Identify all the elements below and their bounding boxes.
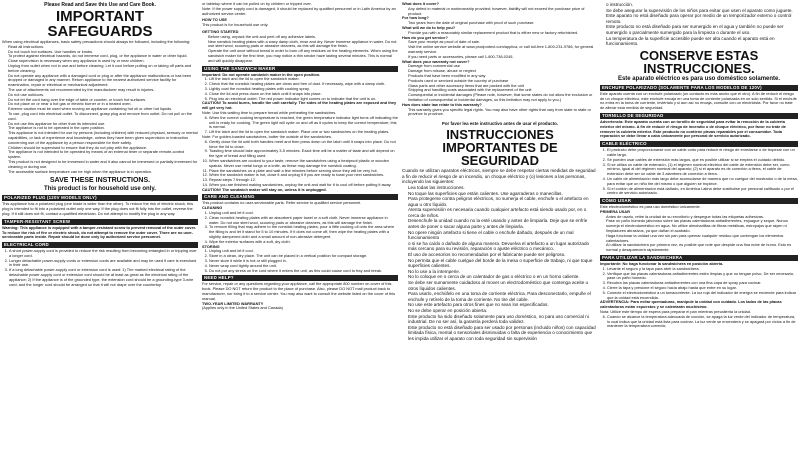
list-item: • Visit the online service website at www.prodprotect.com/applica, or call toll-free 1-800-231-9786, for general warranty service. bbox=[408, 45, 598, 55]
advertencia-note: ADVERTENCIA: Para evitar quemaduras, manipule la unidad con cuidado. Los lados de las placas calentadoras están expuestos y se calentarán muchísimo. bbox=[600, 299, 782, 310]
warranty-a5 bbox=[402, 64, 598, 102]
list-item: • No opere ningún artefacto si tiene el cable o enchufe dañado, después de un mal funcionamiento bbox=[408, 230, 598, 241]
list-item: • To protect against electrical hazards, do not immerse cord, plug, or the appliance in water or other liquid. bbox=[8, 54, 198, 59]
list-item: 3. Recubra las placas calentadoras antiadherentes con una fina capa de spray para cocinar. bbox=[607, 281, 798, 286]
list-item: • Glass parts and other accessory items that are packed with the unit bbox=[408, 84, 598, 89]
using-steps-2 bbox=[202, 116, 398, 135]
list-item: 13. Repeat steps 7 through 12. bbox=[209, 178, 398, 183]
list-item: • Products that have been modified in any way bbox=[408, 74, 598, 79]
list-item: • Atenta supervisión es necesaria cuando cualquier artefacto está siendo usado por, en o cerca de niños. bbox=[408, 207, 598, 218]
como-usar-text: Este electrodoméstico es para uso doméstico únicamente. bbox=[600, 204, 701, 210]
list-item: • Provide you with a reasonably similar replacement product that is either new or factory refurbished. bbox=[408, 31, 598, 36]
list-item: • The appliance is not intended to be operated by means of an external timer or separate remote-control system. bbox=[8, 150, 198, 160]
utilizar-list-2 bbox=[600, 315, 798, 329]
list-item: 6. Cuando se alcance la temperatura adecuada de cocción, se apaga la luz verde del indicador de temperatura, lo cual indica que la unidad está lista para cocinar. La luz verde se encenderá y se apagará por ciclos a fin de mantener la temperatura correcta; bbox=[607, 315, 798, 329]
polarized-plug-heading: POLARIZED PLUG (120V MODELS ONLY) bbox=[2, 195, 198, 201]
list-item: • Este aparato no está diseñado para operar por medio de un temporizador externo o control remoto. bbox=[606, 13, 798, 24]
list-item: • No lo coloque en o cerca de un calentador de gas o eléctrico o en un horno caliente. bbox=[408, 274, 598, 280]
list-item: • No permita que el cable cuelgue del borde de la mesa o superficie de trabajo, ni que toque superficies calientes. bbox=[408, 258, 598, 269]
important-safeguards-title: IMPORTANT SAFEGUARDS bbox=[47, 8, 153, 40]
need-help-heading: NEED HELP? bbox=[202, 275, 398, 281]
electrical-cord-heading: ELECTRICAL CORD bbox=[2, 242, 198, 248]
list-item: 4. Never wrap cord tightly around the unit. bbox=[209, 264, 398, 269]
conserve-title: CONSERVE ESTAS INSTRUCCIONES. bbox=[639, 47, 759, 76]
list-item: 3. To remove filling that may adhere to the nonstick heating plates, pour a little cooking oil onto the area where the filling is and let it stand for 5 to 10 minutes. If it does not come off, then wipe the heating plates with a slightly dampened cloth and a small amount of non-abrasive detergent. bbox=[209, 225, 398, 239]
list-item: 1. Unplug unit and let it cool. bbox=[209, 249, 398, 254]
list-item: • Do not use this appliance for other than its intended use. bbox=[8, 122, 198, 127]
list-item: • Do not touch hot surfaces. Use handles or knobs. bbox=[8, 50, 198, 55]
warranty-scope: (Applies only in the United States and Canada) bbox=[202, 305, 283, 311]
list-item: 2. Verifique que las placas calentadoras antiadherentes estén limpias y que no tengan polvo. De ser necesario, pase un paño húmedo. bbox=[607, 272, 798, 282]
list-item: • No se debe operar en posición abierta. bbox=[408, 308, 598, 314]
list-item: 1. Levante el seguro y la tapa para abrir la sandwichera. bbox=[607, 267, 798, 272]
tornillo-seguridad-text: Advertencia: Este aparato cuenta con un tornillo de seguridad para evitar la remoción de la cubierta exterior del mismo. A fin de reducir el riesgo de incendio o de choque eléctrico, por favor no trate de remover la cubierta exterior. Este producto no contiene piezas reparables por el consumidor. Toda reparación se debe llevar a cabo únicamente por personal de servicio autorizado. bbox=[600, 118, 786, 139]
primera-usar-list bbox=[600, 215, 798, 253]
need-help-text: For service, repair or any questions regarding your appliance, call the appropriate 800 number on cover of this book. Please DO NOT return the product to the place of purchase. Also, please DO NOT mail product back to manufacturer, nor bring it to a service center. You may also want to consult the website listed on the cover of this manual. bbox=[202, 281, 396, 301]
list-item: 5. Do not put any stress on the cord where it enters the unit, as this could cause cord to fray and break. bbox=[209, 269, 398, 274]
list-item: • To use, plug cord into electrical outlet. To disconnect, grasp plug and remove from outlet. Do not pull on the cord. bbox=[8, 112, 198, 122]
list-item: • The accessible surface temperature can be high when the appliance is in operation. bbox=[8, 170, 198, 175]
list-item: 1. A short power-supply cord is provided to reduce the risk resulting from becoming entangled in or tripping over a longer cord. bbox=[9, 249, 198, 259]
list-item: 1. El producto debe proporcionarse con un cable corto para reducir el riesgo de enredarse o de tropezar con un cable largo. bbox=[607, 148, 798, 158]
enchufe-polarizado-text: Este aparato cuenta con un enchufe polarizado (un contacto es más ancho que el otro). A fin de reducir el riesgo de un choque eléctrico, este enchufe encaja en una toma de corriente polarizada en un solo sentido. Si el enchufe no entra en la toma de corriente, inviértalo y si aun así no encaja, consulte con un electricista. Por favor no trate de alterar esta medida de seguridad. bbox=[600, 90, 797, 111]
nota-precalienta: Nota: Utilice este tiempo de espera para preparar el pan mientras precalienta la unidad. bbox=[600, 309, 751, 315]
column-spanish-instructions bbox=[600, 2, 798, 470]
using-sandwich-maker-heading: USING THE SANDWICH MAKER bbox=[202, 66, 398, 72]
list-item: 4. Close the lid and press down on the latch until it snaps into place. bbox=[209, 92, 398, 97]
list-item: • Do not place on or near a hot gas or electric burner or in a heated oven. bbox=[8, 102, 198, 107]
list-item: 6. When the correct cooking temperature is reached, the green temperature indicator light turns off indicating the unit is ready for cooking. The green light will cycle on and off as it cycles to keep the correct temperature; this is normal. bbox=[209, 116, 398, 130]
list-item: • La temperatura de la superficie accesible puede ser alta cuando el aparato está en funcionamiento. bbox=[606, 36, 798, 47]
warranty-q3: What will we do to help you? bbox=[402, 24, 456, 30]
list-item: • Products used or serviced outside the country of purchase bbox=[408, 79, 598, 84]
list-item: 2. Store in a clean, dry place. The unit can be placed in a vertical position for compact storage. bbox=[209, 254, 398, 259]
list-item: 12. When the sandwich maker is hot, close it and unplug it if you are ready to toast your next sandwiches. bbox=[209, 173, 398, 178]
como-usar-heading: CÓMO USAR bbox=[600, 198, 798, 204]
warranty-q1: What does it cover? bbox=[402, 2, 439, 6]
list-item: • Damage from misuse, abuse or neglect bbox=[408, 69, 598, 74]
list-item: • No use este artefacto para otros fines que no sean los especificados. bbox=[408, 302, 598, 308]
cleaning-title: CLEANING bbox=[202, 205, 223, 211]
list-item: • Este producto ha sido diseñado solamente para uso doméstico, no para uso comercial ni industrial. De no ser así, la garantía perderá toda validez. bbox=[408, 314, 598, 325]
safeguards-list bbox=[2, 45, 198, 175]
list-item: • Damage from commercial use bbox=[408, 64, 598, 69]
caution-burns: CAUTION! To avoid burns, handle the unit carefully. The sides of the heating plates are exposed and they will get very hot. bbox=[202, 100, 397, 111]
list-item: o instrucción. bbox=[606, 2, 634, 7]
using-steps bbox=[202, 77, 398, 101]
list-item: 1. Lift the latch and the lid to open the sandwich maker. bbox=[209, 77, 398, 82]
list-item: • The use of attachments not recommended by the manufacturer may result in injuries. bbox=[8, 88, 198, 93]
list-item: 4. Cierre la tapa y presione el seguro hacia abajo hasta que entre en su lugar. bbox=[607, 286, 798, 291]
uso-domestico-subtitle: Este aparato eléctrico es para uso doméstico solamente. bbox=[617, 75, 781, 82]
spanish-safeguards-list bbox=[402, 185, 598, 342]
list-item: • The appliance is not to be operated in the open position. bbox=[8, 126, 198, 131]
care-cleaning-heading: CARE AND CLEANING bbox=[202, 194, 398, 200]
list-item: 9. Toasting time should take approximately 3-5 minutes. Exact time will be a matter of taste and will depend on the type of bread and filling used. bbox=[209, 149, 398, 159]
spanish-continuation-list bbox=[600, 2, 798, 47]
getting-started-list bbox=[202, 35, 398, 64]
importante-note: Importante: No haga funcionar la sandwichera en posición abierta. bbox=[600, 261, 724, 267]
tamper-screw-heading: TAMPER-RESISTANT SCREW bbox=[2, 219, 198, 225]
list-item: 3. Never store it while it is hot or still plugged in. bbox=[209, 259, 398, 264]
list-item: • No lo use a la intemperie. bbox=[408, 269, 598, 275]
caution-stay-on: CAUTION! The sandwich maker will stay on, unless it is unplugged. bbox=[202, 186, 327, 192]
list-item: • Se debe asegurar la supervisión de los niños para evitar que usen el aparato como juguete. bbox=[606, 8, 798, 14]
storing-list bbox=[202, 249, 398, 273]
list-item: • Para usarlo, enchúfelo en una toma de corriente eléctrica. Para desconectarlo, empuñe el enchufe y retírelo de la toma de corriente. No tire del cable. bbox=[408, 291, 598, 302]
list-item: 11. Place the sandwiches on a plate and wait a few minutes before serving since they will be very hot. bbox=[209, 169, 398, 174]
utilizar-sandwichera-heading: PARA UTILIZAR LA SANDWICHERA bbox=[600, 255, 798, 261]
list-item: • Do not use outdoors. bbox=[8, 93, 198, 98]
list-item: • Before using, unpack the unit and peel off any adhesive labels. bbox=[208, 35, 398, 40]
list-item: • Este producto no está diseñado para ser usado por personas (incluido niños) con capacidad limitada física, mental o sensoriales disminuidas o falta de experiencia o conocimiento que les impida utilizar el aparato con toda seguridad sin supervisión bbox=[408, 325, 598, 342]
list-item: • Shipping and handling costs associated with the replacement of the unit bbox=[408, 88, 598, 93]
using-steps-3 bbox=[202, 140, 398, 188]
list-item: 5. Si el cordón de alimentación está dañado, en América Latina debe sustituirse por personal calificado o por el centro de servicio autorizado. bbox=[607, 187, 798, 197]
list-item: • Do not let the cord hang over the edge of table or counter, or touch hot surfaces. bbox=[8, 98, 198, 103]
list-item: • Any defect in material or workmanship provided; however, liability will not exceed the purchase price of product. bbox=[408, 7, 598, 17]
butter-note: Note: For golden-toasted sandwiches, butter the outside of the sandwiches. bbox=[202, 133, 332, 139]
cord-note: Note: If the power supply cord is damaged, it should be replaced by qualified personnel or in Latin America by an authorized service center. bbox=[202, 5, 396, 16]
warranty-a6 bbox=[402, 108, 598, 118]
primera-usar-title: PRIMERA USAR bbox=[600, 208, 630, 214]
list-item: • Extreme caution must be used when moving an appliance containing hot oil or other hot liquids. bbox=[8, 107, 198, 112]
enchufe-polarizado-heading: ENCHUFE POLARIZADO (SOLAMENTE PARA LOS MODELOS DE 120V) bbox=[600, 85, 798, 91]
cord-continuation: or tabletop where it can be pulled on by children or tripped over. bbox=[202, 2, 312, 6]
list-item: 1. Unplug unit and let it cool. bbox=[209, 211, 398, 216]
list-item: • Haga funcionar la unidad una vez sin pan para quemar cualquier residuo que contengan los elementos calentadores. bbox=[606, 234, 798, 244]
list-item: 3. Lightly coat the nonstick heating plates with cooking spray. bbox=[209, 87, 398, 92]
preheat-note: Note: Use this waiting time to prepare bread while preheating the sandwiches. bbox=[202, 109, 337, 115]
save-instructions-title: SAVE THESE INSTRUCTIONS. bbox=[49, 177, 151, 185]
list-item: • New nonstick heating plates with a waxy damp cloth, rinse and dry. Never immerse appliance in water. Do not use steel wool, scouring pads or abrasive cleaners, as this will damage the finish. bbox=[208, 40, 398, 50]
list-item: • This warranty gives you specific legal rights. You may also have other rights that vary from state to state or province to province. bbox=[408, 108, 598, 118]
warranty-q5: What does your warranty not cover? bbox=[402, 58, 470, 64]
list-item: • Do not operate any appliance with a damaged cord or plug or after the appliance malfunctions or has been dropped or damaged in any manner. Return appliance to the nearest authorized service facility for examination, repair or electrical or mechanical adjustment. bbox=[8, 74, 198, 88]
list-item: • Close supervision is necessary when any appliance is used by or near children. bbox=[8, 59, 198, 64]
cleaning-list bbox=[202, 211, 398, 245]
list-item: • Desenchufe la unidad cuando no la esté usando y antes de limpiarla. Deje que se enfríe antes de poner o sacar alguna parte y antes de limpiarla. bbox=[408, 218, 598, 229]
list-item: 10. When sandwiches are cooked to your taste, remove the sandwiches using a heatproof plastic or wooden spatula. Never use metal tongs or a knife, as these may damage the nonstick coating. bbox=[209, 159, 398, 169]
list-item: 4. Un cable de alimentación más largo debe acomodarse de manera que no cuelgue del mostrador o de la mesa, para evitar que un niño tire del mismo o que alguien se tropiece. bbox=[607, 177, 798, 187]
list-item: • Este producto no está diseñado para ser sumergido en el agua y también no puede ser sumergido o parcialmente sumergido para la limpieza o durante el uso. bbox=[606, 24, 798, 35]
tamper-screw-text: Warning: This appliance is equipped with a tamper-resistant screw to prevent removal of the outer cover. To reduce the risk of fire or electric shock, do not attempt to remove the outer cover. There are no user-serviceable parts inside. Repair should be done only by authorized service personnel. bbox=[2, 224, 196, 240]
warranty-a4 bbox=[402, 40, 598, 59]
column-how-to-use bbox=[202, 2, 398, 470]
list-item: • This product is not designed to be immersed in water and it also cannot be immersed or partially immersed for cleaning or during use. bbox=[8, 160, 198, 170]
warranty-q6: How does state law relate to this warranty? bbox=[402, 101, 482, 107]
warranty-a1 bbox=[402, 7, 598, 17]
list-item: • This appliance is not intended for use by persons (including children) with reduced physical, sensory or mental capabilities, or lack of experience and knowledge, unless they have been given supervision or instruction concerning use of the appliance by a person responsible for their safety. bbox=[8, 131, 198, 145]
storing-title: STORING bbox=[202, 243, 220, 249]
list-item: • Para protegerse contra peligros eléctricos, no sumerja el cable, enchufe o el artefacto en agua u otro líquido. bbox=[408, 196, 598, 207]
list-item: • No toque las superficies que están calientes. Use agarraderas o manecillas. bbox=[408, 191, 598, 197]
read-and-save-kicker: Please Read and Save this Use and Care Book. bbox=[44, 2, 156, 8]
list-item: 3. If a long detachable power-supply cord or extension cord is used: 1) The marked electrical rating of the detachable power-supply cord or extension cord should be at least as great as the electrical rating of the appliance; 2) If the appliance is of the grounded type, the extension cord should be a grounding-type 3-wire cord; and the longer cord should be arranged so that it will not drape over the countertop bbox=[9, 268, 198, 287]
list-item: 2. Se pueden usar cables de extensión más largos, que es posible utilizar si se emplea el cuidado debido. bbox=[607, 158, 798, 163]
list-item: • Save your receipt as proof of date of sale. bbox=[408, 40, 598, 45]
safeguards-intro: When using electrical appliances, basic safety precautions should always be followed, including the following: bbox=[2, 39, 191, 44]
cable-list bbox=[600, 148, 798, 196]
list-item: • Al utilizar la sandwichera por primera vez, es posible que note que despide una fina nube de humo. Esto es normal y desaparecerá rápidamente. bbox=[606, 243, 798, 253]
list-item: 14. When you are finished making sandwiches, unplug the unit and wait for it to cool off before putting it away. bbox=[209, 183, 398, 188]
warranty-title: TWO-YEAR LIMITED WARRANTY bbox=[202, 300, 264, 306]
list-item: • Pase un paño húmedo jabonoso sobre las placas calentadoras antiadherentes, enjuague y seque. Nunca sumerja el electrodoméstico en agua. No utilice almohadillas de fibras metálicas, estropajos que rayen ni limpiadores abrasivos, ya que dañan el acabado. bbox=[606, 219, 798, 233]
important-note: Important: Do not operate sandwich maker in the open position. bbox=[202, 71, 321, 77]
list-item: • El uso de accesorios no recomendados por el fabricante puede ser peligroso. bbox=[408, 252, 598, 258]
list-item: 3. Si se utiliza un cable de extensión, (1) el régimen nominal eléctrico del cable de extensión debe ser, como mínimo, igual al del régimen nominal del aparato; (2) si el aparato es de conexión a tierra, el cable de extensión debe ser un cable de 3 alambres de conexión a tierra. bbox=[607, 163, 798, 177]
tornillo-seguridad-heading: TORNILLO DE SEGURIDAD bbox=[600, 113, 798, 119]
list-item: • Se debe ser sumamente cuidadoso al mover un electrodoméstico que contenga aceite u otros líquidos calientes. bbox=[408, 280, 598, 291]
list-item: • Consequential or incidental damages (Please note, however, that some states do not allow the exclusion or limitation of consequential or incidental damages, so this limitation may not apply to you.) bbox=[408, 93, 598, 103]
cable-electrico-heading: CABLE ELÉCTRICO bbox=[600, 141, 798, 147]
list-item: 5. Conecte el electrodoméstico a un tomacorriente. La luz roja del indicador de energía se enciende para indicar que la unidad está encendida. bbox=[607, 291, 798, 301]
column-warranty-and-spanish bbox=[402, 2, 598, 470]
list-item: 4. Wipe the exterior surfaces with a soft, dry cloth. bbox=[209, 240, 398, 245]
household-use-subtitle: This product is for household use only. bbox=[44, 186, 156, 193]
spanish-intro: Cuando se utilizan aparatos eléctricos, siempre se debe respetar ciertas medidas de seguridad a fin de reducir el riesgo de un incendio, un choque eléctrico y (o) lesiones a las personas, incluyendo las siguientes: bbox=[402, 168, 596, 185]
list-item: 5. Plug into an electrical outlet. The red power indicator light comes on to indicate that the unit is on. bbox=[209, 97, 398, 102]
how-to-use-text: This product is for household use only. bbox=[202, 22, 269, 28]
spanish-safeguards-title: INSTRUCCIONES IMPORTANTES DE SEGURIDAD bbox=[442, 127, 558, 169]
list-item: • Unplug from outlet when not in use and before cleaning. Let it cool before putting on or taking off parts and before cleaning. bbox=[8, 64, 198, 74]
list-item: • If you need parts or accessories, please call 1-800-738-0245. bbox=[408, 55, 598, 60]
list-item: • Two years from the date of original purchase with proof of such purchase. bbox=[408, 21, 598, 26]
list-item: • Read all instructions. bbox=[8, 45, 198, 50]
warranty-q4: How do you get service? bbox=[402, 34, 448, 40]
polarized-plug-text: This appliance has a polarized plug (one blade is wider than the other). To reduce the risk of electric shock, this plug is intended to fit into a polarized outlet only one way. If the plug does not fit fully into the outlet, reverse the plug. If it still does not fit, contact a qualified electrician. Do not attempt to modify the plug in any way. bbox=[2, 201, 194, 216]
list-item: • o si se ha caído o dañado de alguna manera. Devuelva el artefacto a un lugar autorizado más cercano para su revisión, reparación o ajuste eléctrico o mecánico. bbox=[408, 241, 598, 252]
utilizar-list bbox=[600, 267, 798, 301]
list-item: 7. Lift the latch and the lid to open the sandwich maker. Place one or two sandwiches on the heating plates. bbox=[209, 130, 398, 135]
column-english-safeguards bbox=[2, 2, 198, 470]
list-item: • Operate the unit once without bread in order to burn off any residues on the heating elements. When using the sandwich maker for the first time, you may notice a thin smoke haze lasting several minutes. This is normal and will quickly disappear. bbox=[208, 49, 398, 63]
how-to-use-title: HOW TO USE bbox=[202, 17, 228, 23]
list-item: 8. Gently close the lid until both handles meet and then press down on the latch until it snaps into place. Do not force the lid to close. bbox=[209, 140, 398, 150]
list-item: • Antes de usarlo, retire la unidad de su envoltorio y despegue todas las etiquetas adhesivas. bbox=[606, 215, 798, 220]
list-item: • Children should be supervised to ensure that they do not play with the appliance. bbox=[8, 146, 198, 151]
list-item: 2. Longer detachable power-supply cords or extension cords are available and may be used if care is exercised in their use. bbox=[9, 259, 198, 269]
warranty-q2: For how long? bbox=[402, 15, 429, 21]
list-item: • Lea todas las instrucciones. bbox=[408, 185, 598, 191]
list-item: 2. Check that the nonstick heating plates are clean and free of dust. If necessary, wipe with a damp cloth. bbox=[209, 82, 398, 87]
getting-started-title: GETTING STARTED bbox=[202, 28, 239, 34]
cord-list bbox=[2, 249, 198, 287]
care-intro: This product contains no user-serviceable parts. Refer service to qualified service personnel. bbox=[202, 200, 362, 206]
spanish-kicker: Por favor lea este instructivo antes de usar el producto. bbox=[441, 121, 559, 127]
list-item: 2. Clean nonstick heating plates with an absorbent paper towel or a soft cloth. Never immerse appliance in water. Do not use steel wool, scouring pads or abrasive cleaners, as this will damage the finish. bbox=[209, 216, 398, 226]
